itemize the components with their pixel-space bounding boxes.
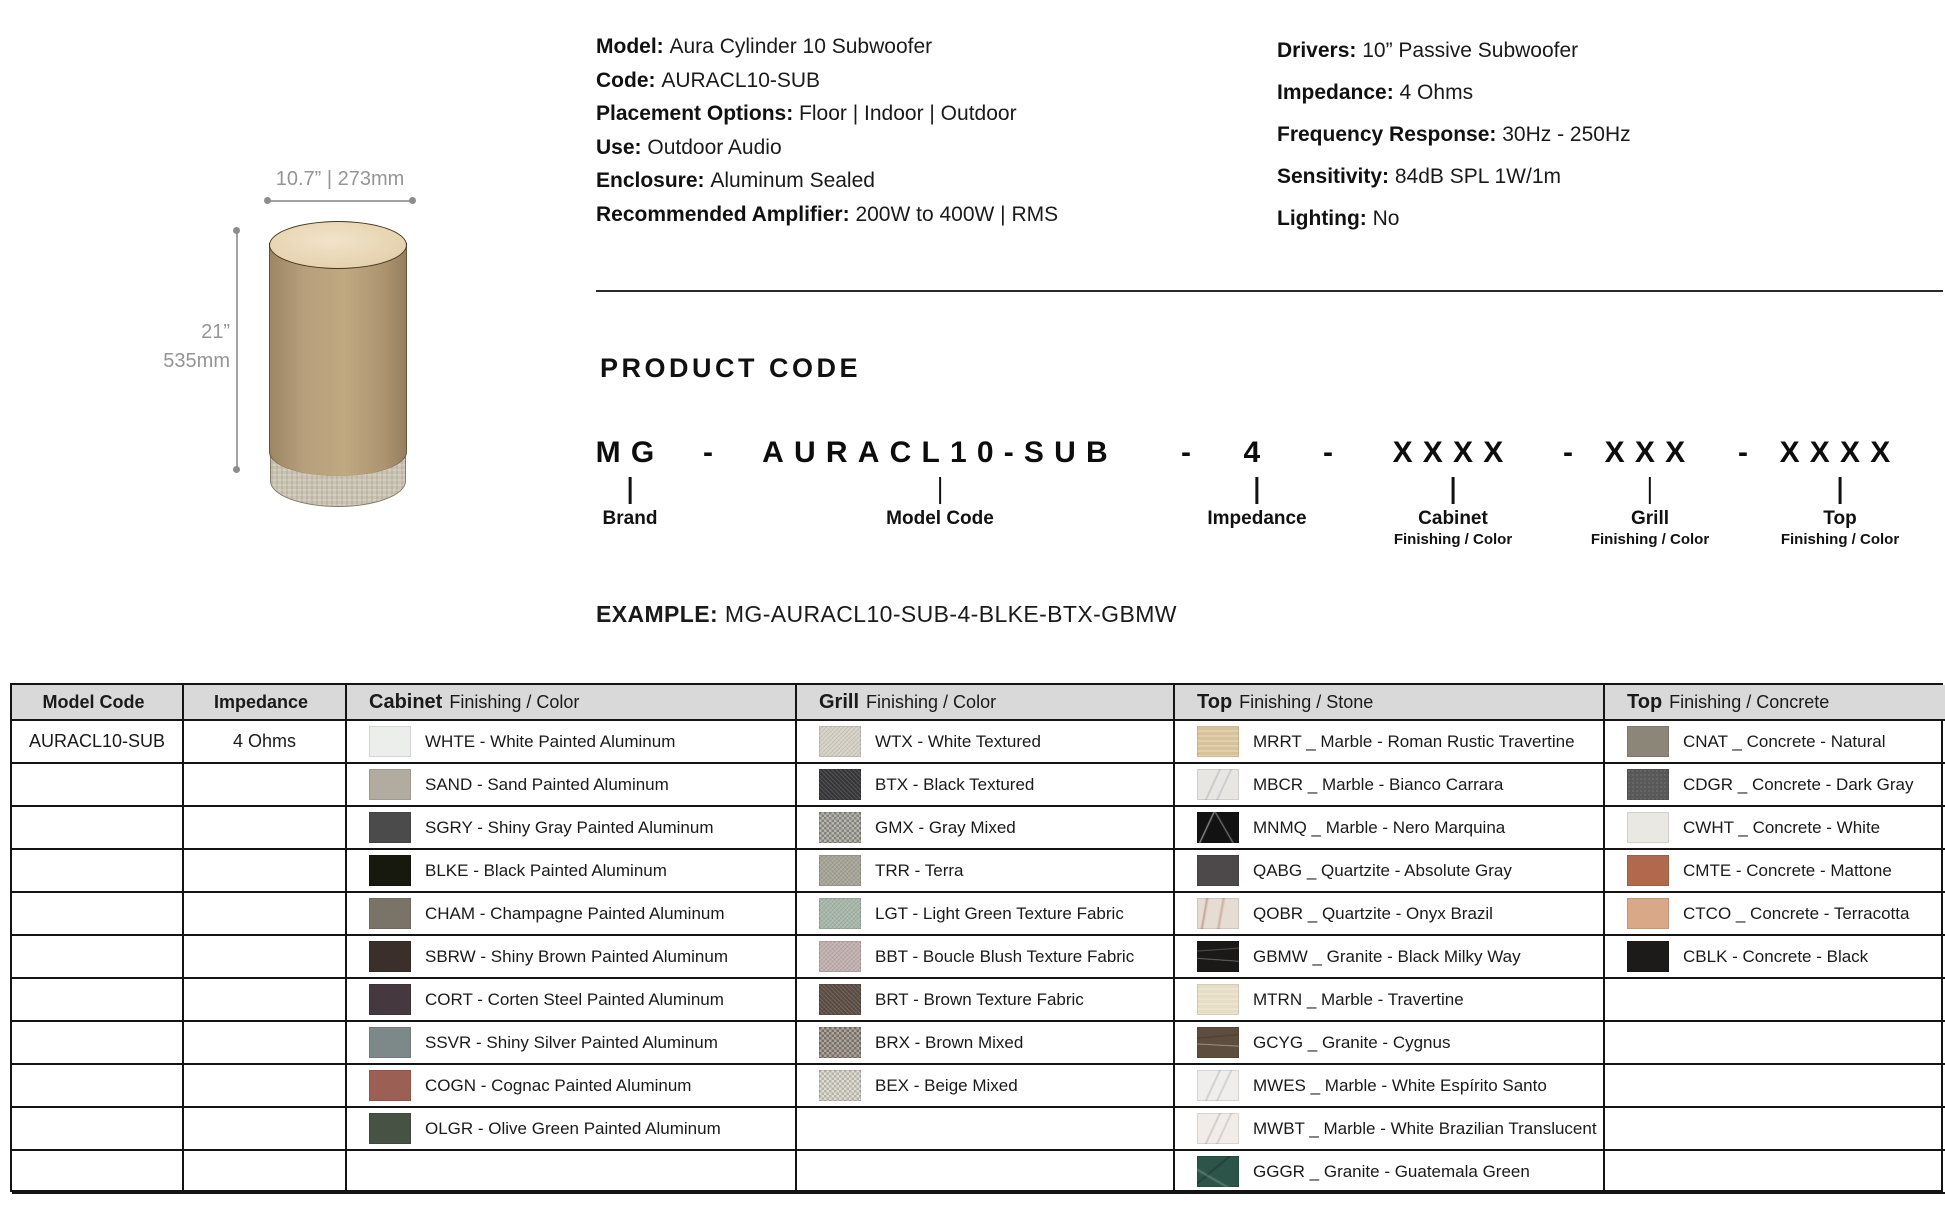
finish-cell xyxy=(797,979,1175,1022)
finish-cell xyxy=(797,1022,1175,1065)
subwoofer-cylinder-illustration xyxy=(269,221,407,506)
code-segment: AURACL10-SUB Model Code xyxy=(762,436,1118,529)
finish-swatch-mwbt xyxy=(1197,1113,1239,1144)
finish-swatch-mbcr xyxy=(1197,769,1239,800)
code-segment-label: Impedance xyxy=(1207,508,1307,529)
finish-label: MBCR _ Marble - Bianco Carrara xyxy=(1253,774,1504,794)
finish-label: CNAT _ Concrete - Natural xyxy=(1683,731,1886,751)
example-label: EXAMPLE: xyxy=(596,601,719,627)
code-segment: XXX Grill Finishing / Color xyxy=(1590,436,1710,548)
finish-swatch-sbrw xyxy=(369,941,411,972)
section-divider xyxy=(596,290,1943,292)
finish-label: QABG _ Quartzite - Absolute Gray xyxy=(1253,860,1512,880)
finish-label: BTX - Black Textured xyxy=(875,774,1035,794)
spec-line: Enclosure: Aluminum Sealed xyxy=(596,169,875,192)
table-cell xyxy=(1605,1022,1945,1065)
finish-cell xyxy=(1605,850,1945,893)
finish-swatch-cnat xyxy=(1627,726,1669,757)
finish-swatch-cblk xyxy=(1627,941,1669,972)
table-cell xyxy=(184,807,347,850)
code-segment: MG Brand xyxy=(595,436,665,529)
finish-swatch-btx xyxy=(819,769,861,800)
finish-cell xyxy=(797,764,1175,807)
finish-cell xyxy=(347,979,797,1022)
finish-cell xyxy=(797,1065,1175,1108)
code-tick xyxy=(1839,477,1842,504)
table-cell xyxy=(12,764,184,807)
spec-line: Model: Aura Cylinder 10 Subwoofer xyxy=(596,35,933,58)
table-header: Cabinet Finishing / Color xyxy=(347,685,797,721)
code-tick xyxy=(1256,477,1259,504)
cylinder-body xyxy=(269,243,407,476)
finish-swatch-mnmq xyxy=(1197,812,1239,843)
finish-swatch-ssvr xyxy=(369,1027,411,1058)
spec-line: Impedance: 4 Ohms xyxy=(1277,81,1474,104)
table-header: Grill Finishing / Color xyxy=(797,685,1175,721)
table-cell xyxy=(1605,979,1945,1022)
spec-line: Use: Outdoor Audio xyxy=(596,135,782,159)
table-cell xyxy=(184,1022,347,1065)
spec-line: Code: AURACL10-SUB xyxy=(596,68,821,92)
width-dimension-label: 10.7” | 273mm xyxy=(275,168,405,190)
finish-cell xyxy=(347,1065,797,1108)
finish-swatch-bex xyxy=(819,1070,861,1101)
table-cell xyxy=(184,1108,347,1151)
code-dash: - xyxy=(1323,436,1333,469)
finish-swatch-lgt xyxy=(819,898,861,929)
finish-swatch-mwes xyxy=(1197,1070,1239,1101)
table-cell xyxy=(184,1151,347,1194)
finish-label: BLKE - Black Painted Aluminum xyxy=(425,860,667,880)
table-cell xyxy=(184,850,347,893)
finish-label: BRX - Brown Mixed xyxy=(875,1032,1024,1052)
spec-line: Drivers: 10” Passive Subwoofer xyxy=(1277,39,1579,62)
finish-label: WHTE - White Painted Aluminum xyxy=(425,731,676,751)
finish-label: SAND - Sand Painted Aluminum xyxy=(425,774,669,794)
finish-label: CTCO _ Concrete - Terracotta xyxy=(1683,903,1910,923)
table-cell xyxy=(12,1022,184,1065)
finish-label: CHAM - Champagne Painted Aluminum xyxy=(425,903,725,923)
finish-label: LGT - Light Green Texture Fabric xyxy=(875,903,1124,923)
table-cell xyxy=(184,764,347,807)
finish-swatch-sgry xyxy=(369,812,411,843)
spec-line: Recommended Amplifier: 200W to 400W | RMS xyxy=(596,202,1059,226)
finish-cell xyxy=(797,721,1175,764)
code-dash: - xyxy=(1563,436,1573,469)
finish-cell xyxy=(1175,1065,1605,1108)
finish-swatch-qobr xyxy=(1197,898,1239,929)
finish-swatch-gbmw xyxy=(1197,941,1239,972)
finish-swatch-mrrt xyxy=(1197,726,1239,757)
finish-cell xyxy=(797,936,1175,979)
finish-cell xyxy=(1175,1151,1605,1194)
finish-cell xyxy=(347,850,797,893)
finish-cell xyxy=(1175,807,1605,850)
finish-label: QOBR _ Quartzite - Onyx Brazil xyxy=(1253,903,1493,923)
finishes-table xyxy=(10,683,1943,1192)
table-cell xyxy=(12,893,184,936)
finish-swatch-olgr xyxy=(369,1113,411,1144)
finish-label: CDGR _ Concrete - Dark Gray xyxy=(1683,774,1914,794)
example-value: MG-AURACL10-SUB-4-BLKE-BTX-GBMW xyxy=(724,601,1177,627)
finish-swatch-ctco xyxy=(1627,898,1669,929)
table-cell xyxy=(1605,1065,1945,1108)
finish-label: MNMQ _ Marble - Nero Marquina xyxy=(1253,817,1506,837)
finish-label: MTRN _ Marble - Travertine xyxy=(1253,989,1464,1009)
finish-cell xyxy=(1175,1108,1605,1151)
table-cell xyxy=(12,1065,184,1108)
finish-cell xyxy=(797,807,1175,850)
code-segment-sublabel: Finishing / Color xyxy=(1780,531,1900,548)
finish-label: BRT - Brown Texture Fabric xyxy=(875,989,1084,1009)
finish-cell xyxy=(1175,936,1605,979)
code-tick xyxy=(939,477,942,504)
table-cell xyxy=(347,1151,797,1194)
table-cell xyxy=(12,979,184,1022)
height-dimension-line xyxy=(236,230,238,470)
code-tick xyxy=(1649,477,1652,504)
model-code-cell: AURACL10-SUB xyxy=(12,721,184,764)
cylinder-stone-top xyxy=(269,221,407,269)
finish-swatch-cmte xyxy=(1627,855,1669,886)
finish-swatch-brx xyxy=(819,1027,861,1058)
table-header: Model Code xyxy=(12,685,184,721)
finish-label: GGGR _ Granite - Guatemala Green xyxy=(1253,1161,1530,1181)
finish-cell xyxy=(1605,721,1945,764)
finish-cell xyxy=(1175,979,1605,1022)
finish-label: SSVR - Shiny Silver Painted Aluminum xyxy=(425,1032,718,1052)
table-cell xyxy=(184,1065,347,1108)
finish-label: BEX - Beige Mixed xyxy=(875,1075,1018,1095)
finish-swatch-gmx xyxy=(819,812,861,843)
finish-label: GCYG _ Granite - Cygnus xyxy=(1253,1032,1451,1052)
finish-cell xyxy=(1605,807,1945,850)
spec-line: Sensitivity: 84dB SPL 1W/1m xyxy=(1277,165,1562,188)
finish-label: CBLK - Concrete - Black xyxy=(1683,946,1869,966)
finish-swatch-gggr xyxy=(1197,1156,1239,1187)
finish-swatch-sand xyxy=(369,769,411,800)
spec-line: Lighting: No xyxy=(1277,207,1400,230)
table-cell xyxy=(1605,1151,1945,1194)
code-segment-label: Brand xyxy=(602,508,658,529)
finish-cell xyxy=(797,850,1175,893)
table-cell xyxy=(797,1151,1175,1194)
table-cell xyxy=(184,979,347,1022)
table-header: Impedance xyxy=(184,685,347,721)
finish-swatch-wtx xyxy=(819,726,861,757)
finish-cell xyxy=(347,721,797,764)
finish-cell xyxy=(347,764,797,807)
table-cell xyxy=(1605,1108,1945,1151)
finish-label: CMTE - Concrete - Mattone xyxy=(1683,860,1892,880)
finish-swatch-cdgr xyxy=(1627,769,1669,800)
code-dash: - xyxy=(1181,436,1191,469)
finish-swatch-bbt xyxy=(819,941,861,972)
code-dash: - xyxy=(703,436,713,469)
width-dimension-line xyxy=(267,200,413,202)
table-cell xyxy=(184,893,347,936)
height-dimension-label: 21” 535mm xyxy=(163,321,230,372)
finish-label: COGN - Cognac Painted Aluminum xyxy=(425,1075,692,1095)
finish-swatch-cogn xyxy=(369,1070,411,1101)
finish-cell xyxy=(797,893,1175,936)
finish-swatch-mtrn xyxy=(1197,984,1239,1015)
code-segment: 4 Impedance xyxy=(1207,436,1307,529)
finish-cell xyxy=(347,807,797,850)
finish-label: GMX - Gray Mixed xyxy=(875,817,1016,837)
spec-list-right xyxy=(1277,30,1631,240)
table-cell xyxy=(12,850,184,893)
spec-line: Frequency Response: 30Hz - 250Hz xyxy=(1277,123,1631,146)
code-dash: - xyxy=(1738,436,1748,469)
finish-label: MRRT _ Marble - Roman Rustic Travertine xyxy=(1253,731,1575,751)
finish-swatch-qabg xyxy=(1197,855,1239,886)
table-cell xyxy=(12,807,184,850)
finish-label: MWBT _ Marble - White Brazilian Translucent xyxy=(1253,1118,1597,1138)
table-cell xyxy=(797,1108,1175,1151)
finish-label: TRR - Terra xyxy=(875,860,964,880)
finish-cell xyxy=(1175,850,1605,893)
code-segment-label: Model Code xyxy=(886,508,994,529)
finish-label: WTX - White Textured xyxy=(875,731,1041,751)
finish-swatch-blke xyxy=(369,855,411,886)
code-segment: XXXX Top Finishing / Color xyxy=(1779,436,1901,548)
finish-swatch-brt xyxy=(819,984,861,1015)
finish-cell xyxy=(347,936,797,979)
finish-swatch-cwht xyxy=(1627,812,1669,843)
code-segment: XXXX Cabinet Finishing / Color xyxy=(1392,436,1514,548)
table-header: Top Finishing / Stone xyxy=(1175,685,1605,721)
finish-cell xyxy=(347,1108,797,1151)
finish-cell xyxy=(1605,764,1945,807)
finish-label: CWHT _ Concrete - White xyxy=(1683,817,1881,837)
finish-swatch-gcyg xyxy=(1197,1027,1239,1058)
finish-label: MWES _ Marble - White Espírito Santo xyxy=(1253,1075,1547,1095)
spec-list-left xyxy=(596,30,1058,231)
finish-cell xyxy=(1175,1022,1605,1065)
table-cell xyxy=(12,1108,184,1151)
impedance-cell: 4 Ohms xyxy=(184,721,347,764)
code-tick xyxy=(1452,477,1455,504)
code-segment-sublabel: Finishing / Color xyxy=(1393,531,1513,548)
finish-cell xyxy=(1175,764,1605,807)
finish-cell xyxy=(1605,893,1945,936)
finish-cell xyxy=(1605,936,1945,979)
finish-label: SGRY - Shiny Gray Painted Aluminum xyxy=(425,817,714,837)
finish-label: SBRW - Shiny Brown Painted Aluminum xyxy=(425,946,728,966)
finish-cell xyxy=(347,1022,797,1065)
product-code-title: PRODUCT CODE xyxy=(600,353,862,383)
finish-cell xyxy=(1175,721,1605,764)
finish-label: GBMW _ Granite - Black Milky Way xyxy=(1253,946,1521,966)
finish-swatch-trr xyxy=(819,855,861,886)
finish-swatch-cham xyxy=(369,898,411,929)
finish-swatch-cort xyxy=(369,984,411,1015)
table-header: Top Finishing / Concrete xyxy=(1605,685,1945,721)
code-segment-label: Cabinet xyxy=(1418,508,1488,529)
spec-line: Placement Options: Floor | Indoor | Outdoor xyxy=(596,102,1017,125)
finish-label: BBT - Boucle Blush Texture Fabric xyxy=(875,946,1135,966)
table-cell xyxy=(12,936,184,979)
finish-swatch-whte xyxy=(369,726,411,757)
code-segment-label: Grill xyxy=(1630,508,1670,529)
finish-label: OLGR - Olive Green Painted Aluminum xyxy=(425,1118,721,1138)
code-segment-label: Top xyxy=(1823,508,1857,529)
example-line xyxy=(596,601,1177,628)
finish-cell xyxy=(1175,893,1605,936)
finish-cell xyxy=(347,893,797,936)
table-cell xyxy=(184,936,347,979)
code-tick xyxy=(629,477,632,504)
finish-label: CORT - Corten Steel Painted Aluminum xyxy=(425,989,724,1009)
table-cell xyxy=(12,1151,184,1194)
code-segment-sublabel: Finishing / Color xyxy=(1590,531,1710,548)
